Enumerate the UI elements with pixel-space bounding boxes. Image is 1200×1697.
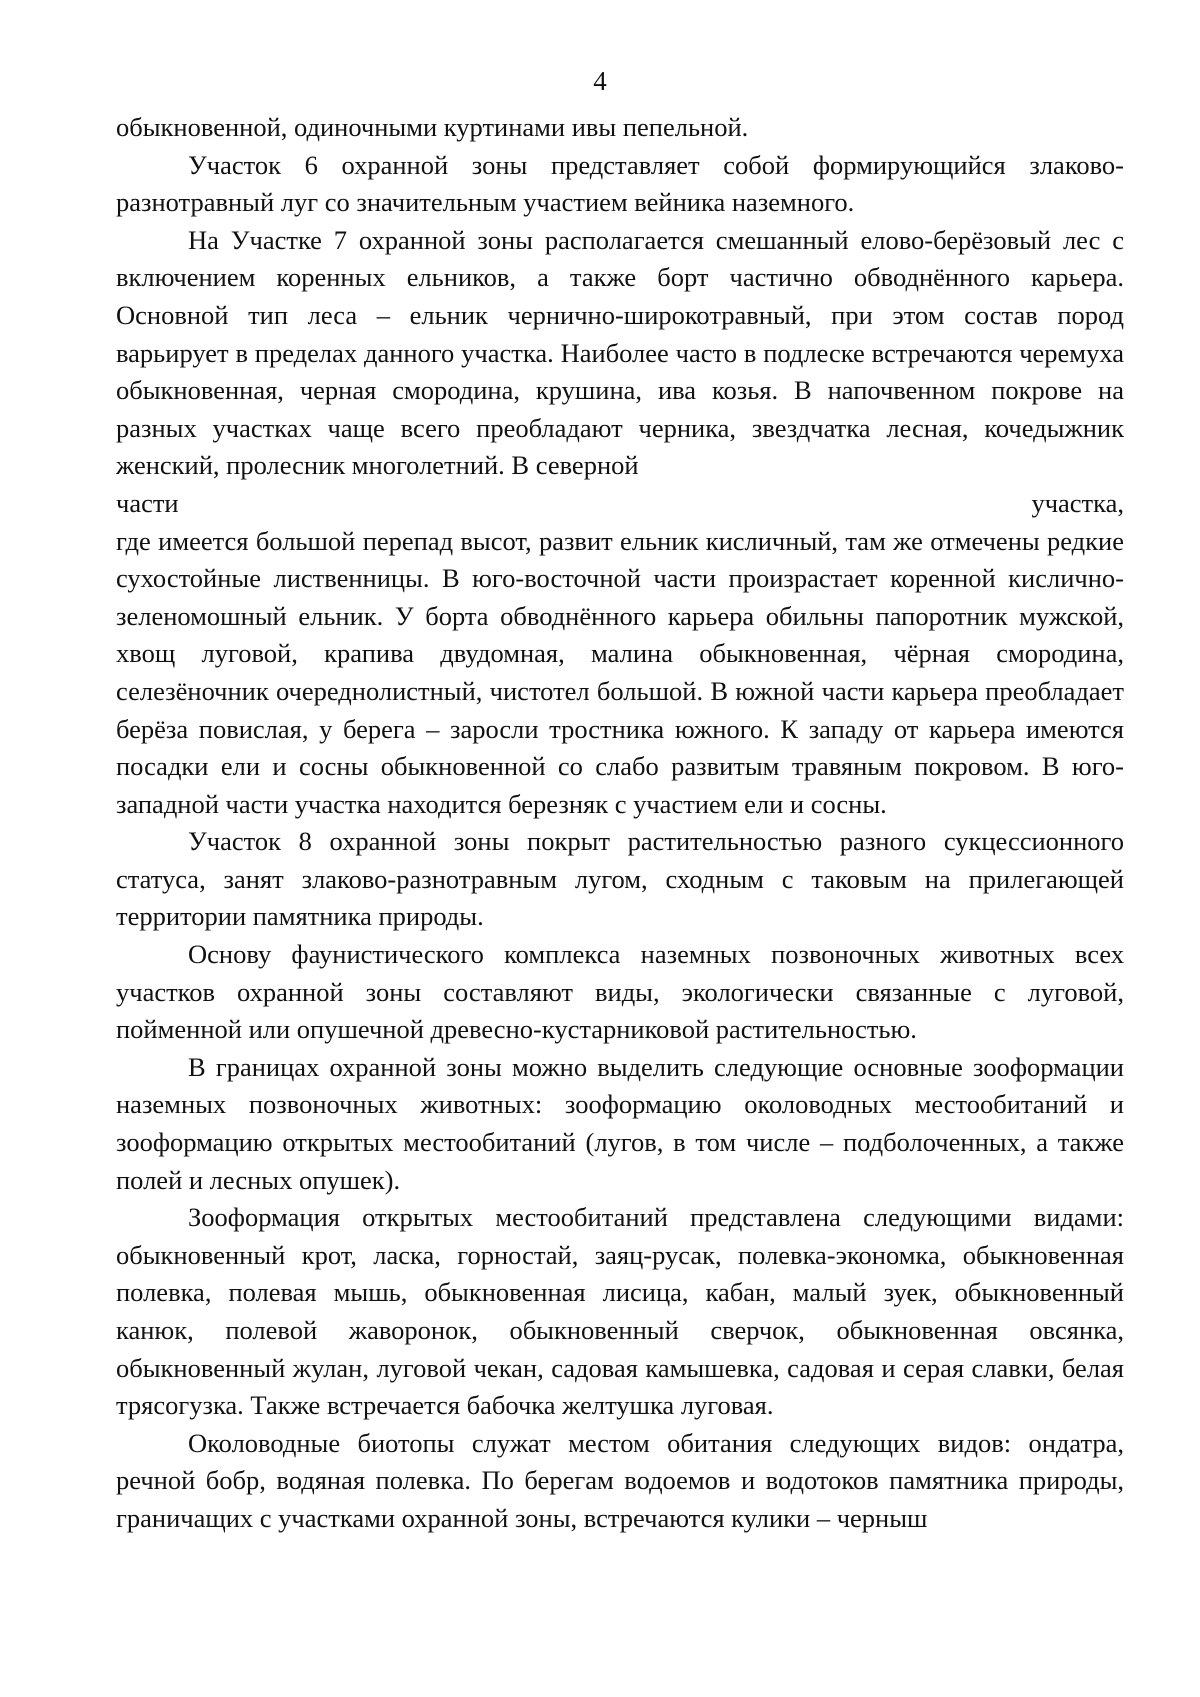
paragraph-zooformations: В границах охранной зоны можно выделить следующие основные зооформации наземных позвоночных животных: зооформацию околоводных местообитаний и зооформацию открытых местообитаний (лугов, в том числе – подболоченных, а также полей и лесных опушек). xyxy=(116,1051,1124,1195)
paragraph-near-water-biotopes: Околоводные биотопы служат местом обитания следующих видов: ондатра, речной бобр, водяная полевка. По берегам водоемов и водотоков памятника природы, граничащих с участками охранной зоны, встречаются кулики – черныш xyxy=(116,1427,1124,1533)
paragraph-section-6: Участок 6 охранной зоны представляет собой формирующийся злаково-разнотравный луг со значительным участием вейника наземного. xyxy=(116,149,1124,218)
paragraph-section-8: Участок 8 охранной зоны покрыт растительностью разного сукцессионного статуса, занят злаково-разнотравным лугом, сходным с таковым на прилегающей территории памятника природы. xyxy=(116,826,1124,932)
paragraph-continuation: обыкновенной, одиночными куртинами ивы пепельной. xyxy=(116,112,749,142)
paragraph-open-habitats: Зооформация открытых местообитаний представлена следующими видами: обыкновенный крот, ласка, горностай, заяц-русак, полевка-экономка, обыкновенная полевка, полевая мышь, обыкновенная лисица, кабан, малый зуек, обыкновенный канюк, полевой жаворонок, обыкновенный сверчок, обыкновенная овсянка, обыкновенный жулан, луговой чекан, садовая камышевка, садовая и серая славки, белая трясогузка. Также встречается бабочка желтушка луговая. xyxy=(116,1202,1124,1421)
paragraph-section-7-part1: На Участке 7 охранной зоны располагается смешанный елово-берёзовый лес с включением коренных ельников, а также борт частично обводнённого карьера. Основной тип леса – ельник чернично-широкотравный, при этом состав пород варьирует в пределах данного участка. Наиболее часто в подлеске встречаются черемуха обыкновенная, черная смородина, крушина, ива козья. В напочвенном покрове на разных участках чаще всего преобладают черника, звездчатка лесная, кочедыжник женский, пролесник многолетний. В северной xyxy=(116,224,1124,481)
split-line-left: части xyxy=(116,487,179,518)
paragraph-section-7-split-line xyxy=(116,485,1124,523)
document-body xyxy=(116,109,1124,1538)
page-number: 4 xyxy=(593,66,607,96)
split-line-right: участка, xyxy=(1031,487,1124,518)
paragraph-section-7 xyxy=(116,222,1124,824)
paragraph-fauna-basis: Основу фаунистического комплекса наземных позвоночных животных всех участков охранной зоны составляют виды, экологически связанные с луговой, пойменной или опушечной древесно-кустарниковой растительностью. xyxy=(116,939,1124,1045)
paragraph-section-7-part2: где имеется большой перепад высот, развит ельник кисличный, там же отмечены редкие сухостойные лиственницы. В юго-восточной части произрастает коренной кислично-зеленомошный ельник. У борта обводнённого карьера обильны папоротник мужской, хвощ луговой, крапива двудомная, малина обыкновенная, чёрная смородина, селезёночник очереднолистный, чистотел большой. В южной части карьера преобладает берёза повислая, у берега – заросли тростника южного. К западу от карьера имеются посадки ели и сосны обыкновенной со слабо развитым травяным покровом. В юго-западной части участка находится березняк с участием ели и сосны. xyxy=(116,525,1124,819)
